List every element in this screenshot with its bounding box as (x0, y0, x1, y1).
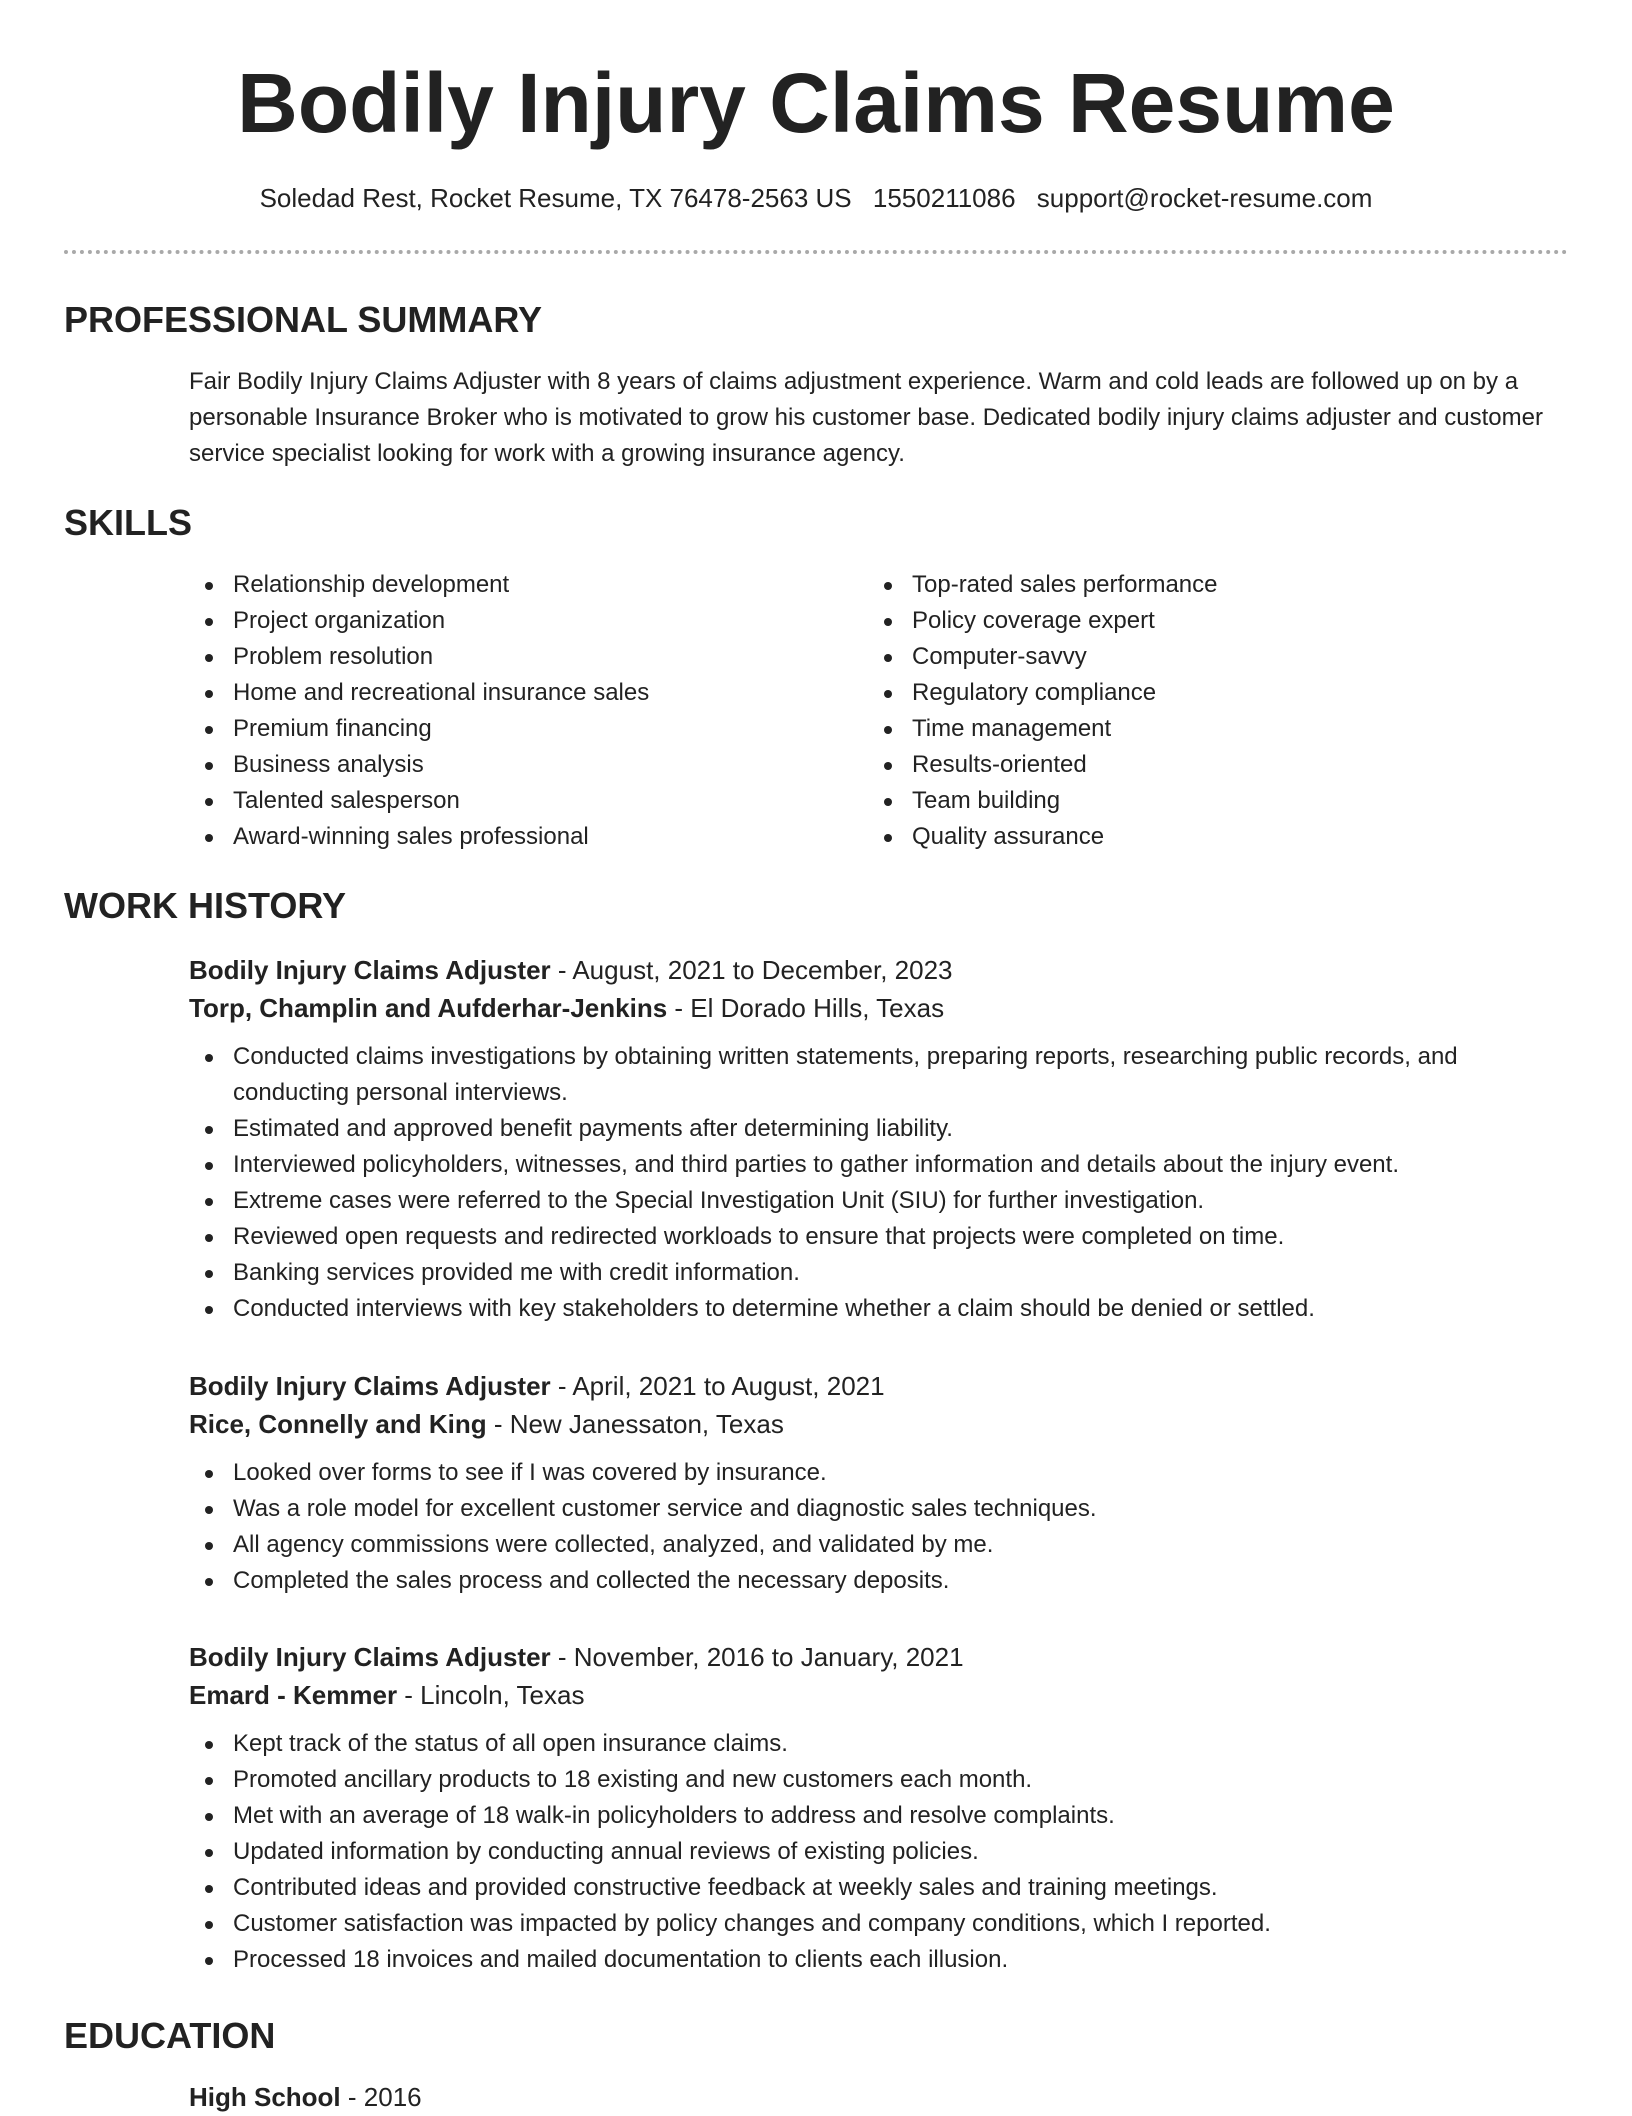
skills-column-right (868, 567, 1508, 855)
skills-list-right (868, 567, 1508, 855)
job-dates: - August, 2021 to December, 2023 (550, 955, 953, 985)
job-duties-list (189, 1726, 1569, 1978)
job-dates: - November, 2016 to January, 2021 (550, 1642, 964, 1672)
job-duty: Conducted claims investigations by obtaining written statements, preparing reports, researching public records, and conducting personal interviews. (189, 1039, 1569, 1111)
skills-list-left (189, 567, 829, 855)
job-company: Rice, Connelly and King (189, 1409, 487, 1439)
education-entry (189, 2078, 422, 2116)
job-location: - El Dorado Hills, Texas (667, 993, 945, 1023)
skill-item: Results-oriented (868, 747, 1508, 783)
skill-item: Regulatory compliance (868, 675, 1508, 711)
resume-title: Bodily Injury Claims Resume (237, 56, 1395, 150)
job-duty: Kept track of the status of all open insurance claims. (189, 1726, 1569, 1762)
job-title-line (189, 1638, 1569, 1676)
education-year: - 2016 (340, 2082, 422, 2112)
job-title: Bodily Injury Claims Adjuster (189, 1642, 551, 1672)
job-duty: Processed 18 invoices and mailed documentation to clients each illusion. (189, 1942, 1569, 1978)
job-title-line (189, 951, 1569, 989)
contact-line (0, 178, 1632, 218)
skill-item: Talented salesperson (189, 783, 829, 819)
job-company-line (189, 989, 1569, 1027)
contact-phone: 1550211086 (872, 183, 1016, 213)
skills-column-left (189, 567, 829, 855)
job-title: Bodily Injury Claims Adjuster (189, 1371, 551, 1401)
skill-item: Policy coverage expert (868, 603, 1508, 639)
work-history-heading: WORK HISTORY (64, 885, 347, 926)
skill-item: Computer-savvy (868, 639, 1508, 675)
contact-email: support@rocket-resume.com (1036, 183, 1373, 213)
job-title: Bodily Injury Claims Adjuster (189, 955, 551, 985)
education-heading: EDUCATION (64, 2015, 276, 2056)
job-entry (189, 951, 1569, 1327)
skill-item: Quality assurance (868, 819, 1508, 855)
job-entry (189, 1638, 1569, 1978)
summary-text: Fair Bodily Injury Claims Adjuster with 8 years of claims adjustment experience. Warm and cold leads are followed up on by a personable Insurance Broker who is motivated to grow his customer base. Dedicated bodily injury claims adjuster and customer service specialist looking for work with a growing insurance agency. (189, 368, 1543, 467)
job-company: Torp, Champlin and Aufderhar-Jenkins (189, 993, 668, 1023)
job-duty: Conducted interviews with key stakeholders to determine whether a claim should be denied or settled. (189, 1291, 1569, 1327)
contact-address: Soledad Rest, Rocket Resume, TX 76478-2563 US (259, 183, 852, 213)
job-duty: Banking services provided me with credit information. (189, 1255, 1569, 1291)
skill-item: Premium financing (189, 711, 829, 747)
job-duty: Met with an average of 18 walk-in policyholders to address and resolve complaints. (189, 1798, 1569, 1834)
skill-item: Business analysis (189, 747, 829, 783)
job-duty: Interviewed policyholders, witnesses, and third parties to gather information and details about the injury event. (189, 1147, 1569, 1183)
job-duty: Reviewed open requests and redirected workloads to ensure that projects were completed on time. (189, 1219, 1569, 1255)
job-duty: Was a role model for excellent customer service and diagnostic sales techniques. (189, 1491, 1569, 1527)
job-company-line (189, 1676, 1569, 1714)
job-duty: Contributed ideas and provided constructive feedback at weekly sales and training meetings. (189, 1870, 1569, 1906)
job-duty: Customer satisfaction was impacted by policy changes and company conditions, which I reported. (189, 1906, 1569, 1942)
job-duty: Promoted ancillary products to 18 existing and new customers each month. (189, 1762, 1569, 1798)
job-duty: Completed the sales process and collected the necessary deposits. (189, 1563, 1569, 1599)
job-duty: Estimated and approved benefit payments after determining liability. (189, 1111, 1569, 1147)
job-location: - Lincoln, Texas (397, 1680, 585, 1710)
job-duty: All agency commissions were collected, analyzed, and validated by me. (189, 1527, 1569, 1563)
job-duties-list (189, 1039, 1569, 1327)
job-location: - New Janessaton, Texas (486, 1409, 784, 1439)
header-divider (64, 250, 1568, 254)
skill-item: Home and recreational insurance sales (189, 675, 829, 711)
job-entry (189, 1367, 1569, 1599)
job-company-line (189, 1405, 1569, 1443)
skill-item: Team building (868, 783, 1508, 819)
job-duty: Extreme cases were referred to the Special Investigation Unit (SIU) for further investigation. (189, 1183, 1569, 1219)
skill-item: Problem resolution (189, 639, 829, 675)
job-duty: Looked over forms to see if I was covered by insurance. (189, 1455, 1569, 1491)
job-duties-list (189, 1455, 1569, 1599)
job-title-line (189, 1367, 1569, 1405)
skills-heading: SKILLS (64, 502, 193, 543)
education-degree: High School (189, 2082, 341, 2112)
job-company: Emard - Kemmer (189, 1680, 398, 1710)
job-dates: - April, 2021 to August, 2021 (550, 1371, 885, 1401)
skill-item: Project organization (189, 603, 829, 639)
summary-heading: PROFESSIONAL SUMMARY (64, 299, 543, 340)
skill-item: Time management (868, 711, 1508, 747)
skill-item: Top-rated sales performance (868, 567, 1508, 603)
skill-item: Relationship development (189, 567, 829, 603)
skill-item: Award-winning sales professional (189, 819, 829, 855)
job-duty: Updated information by conducting annual reviews of existing policies. (189, 1834, 1569, 1870)
